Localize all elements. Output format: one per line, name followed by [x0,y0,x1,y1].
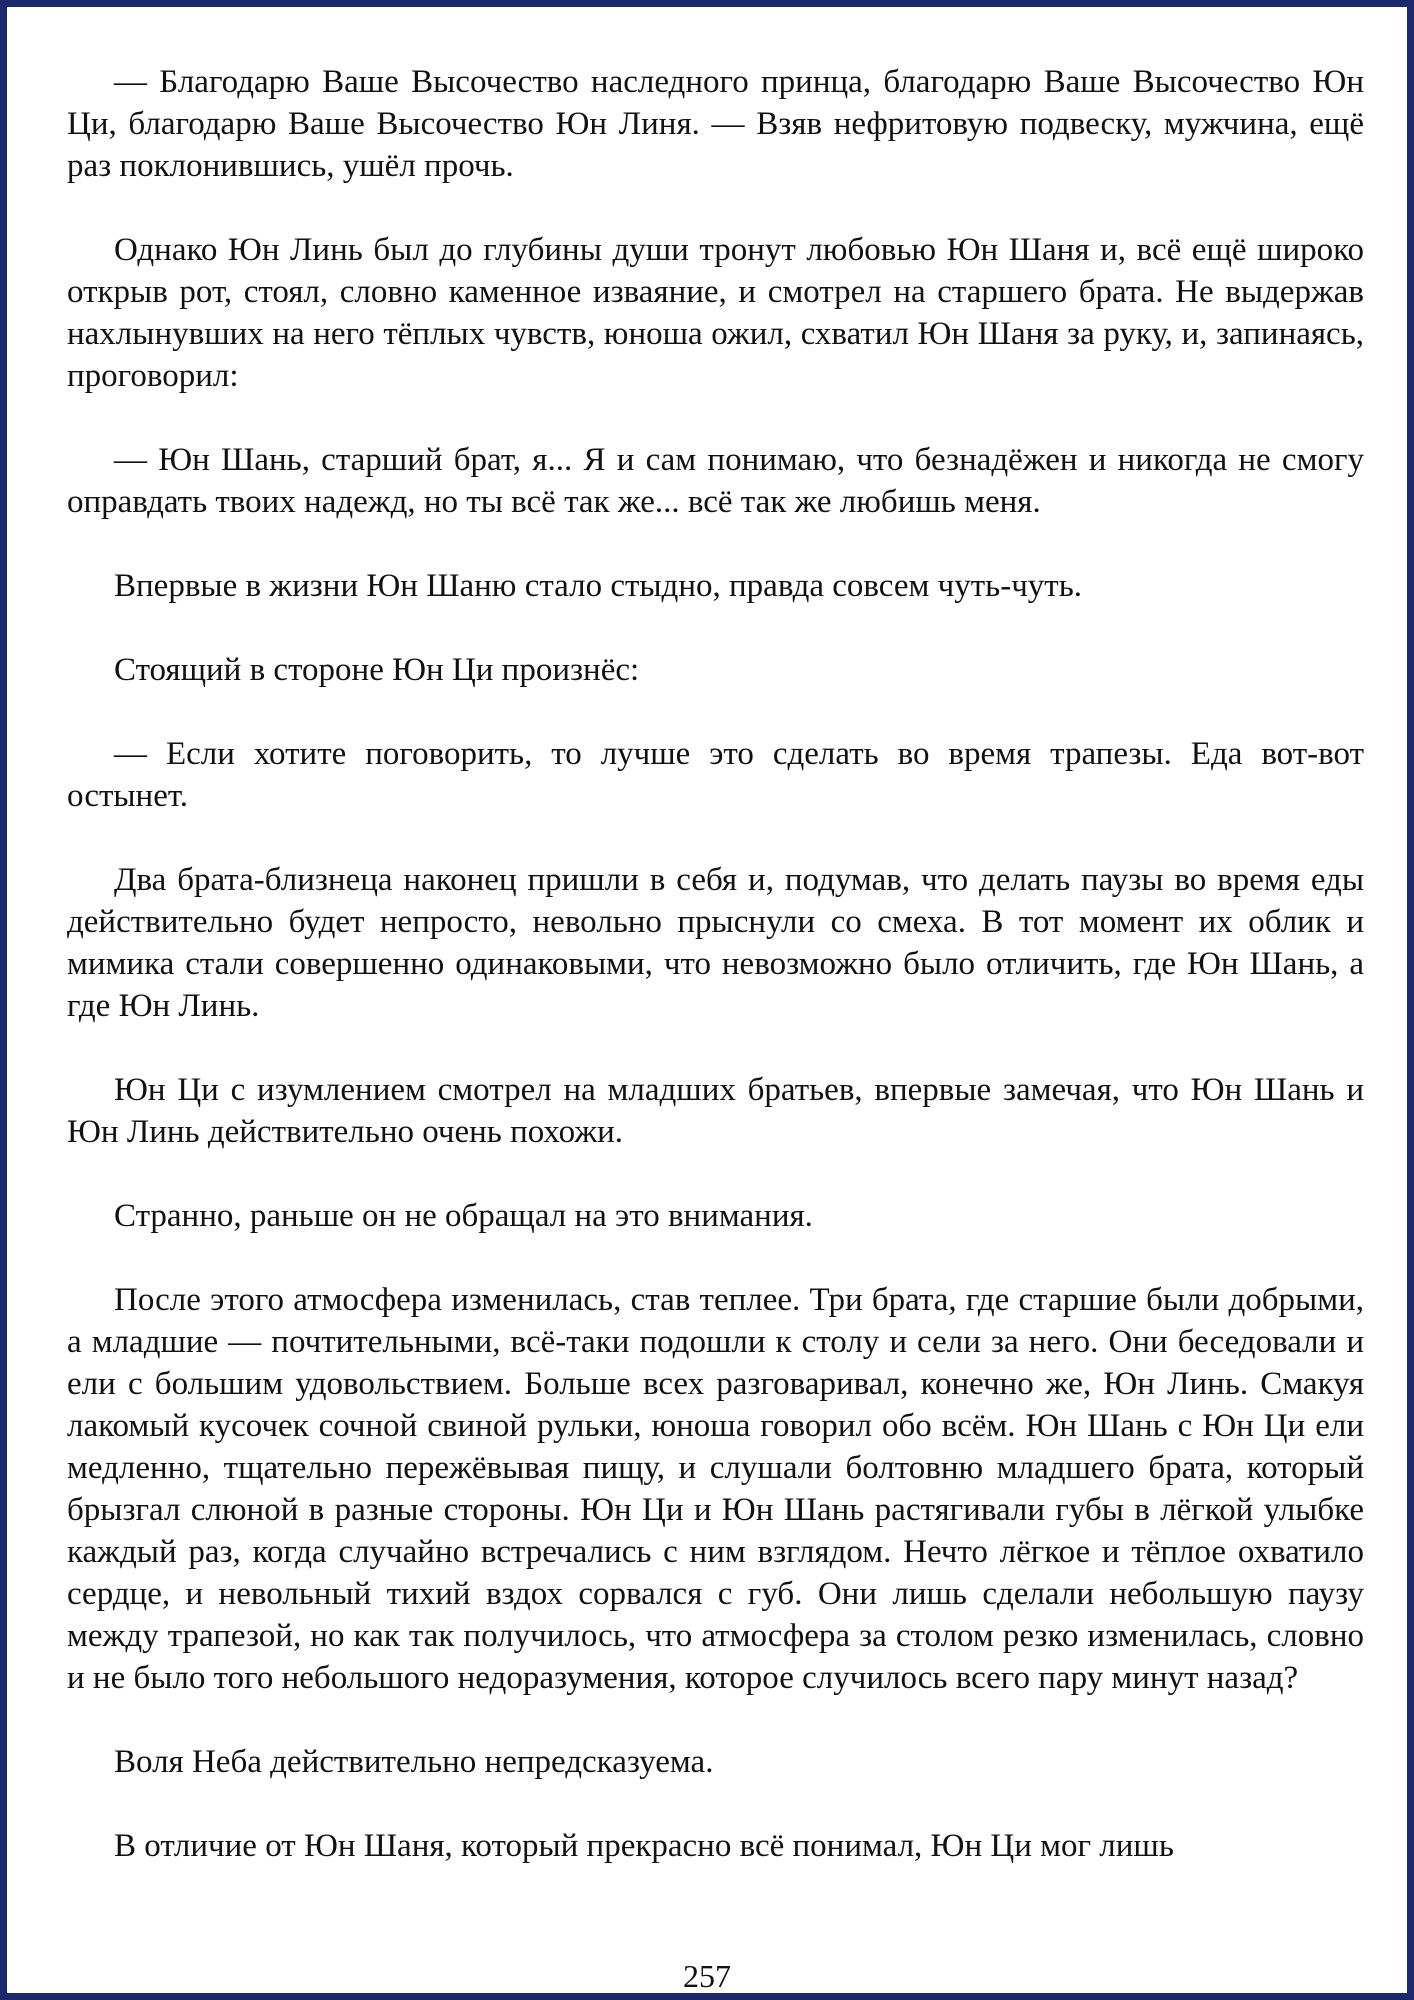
page-body-text [67,61,1364,1867]
page-number: 257 [683,1958,731,1994]
paragraph-9: Странно, раньше он не обращал на это внимания. [114,1198,813,1234]
paragraph-6: — Если хотите поговорить, то лучше это сделать во время трапезы. Еда вот-вот остынет. [67,736,1364,814]
paragraph-7: Два брата-близнеца наконец пришли в себя и, подумав, что делать паузы во время еды действительно будет непросто, невольно прыснули со смеха. В тот момент их облик и мимика стали совершенно одинаковыми, что невозможно было отличить, где Юн Шань, а где Юн Линь. [67,862,1364,1024]
paragraph-4: Впервые в жизни Юн Шаню стало стыдно, правда совсем чуть-чуть. [114,568,1083,604]
paragraph-2: Однако Юн Линь был до глубины души тронут любовью Юн Шаня и, всё ещё широко открыв рот, стоял, словно каменное изваяние, и смотрел на старшего брата. Не выдержав нахлынувших на него тёплых чувств, юноша ожил, схватил Юн Шаня за руку, и, запинаясь, проговорил: [67,232,1364,394]
paragraph-10: После этого атмосфера изменилась, став теплее. Три брата, где старшие были добрыми, а младшие — почтительными, всё-таки подошли к столу и сели за него. Они беседовали и ели с большим удовольствием. Больше всех разговаривал, конечно же, Юн Линь. Смакуя лакомый кусочек сочной свиной рульки, юноша говорил обо всём. Юн Шань с Юн Ци ели медленно, тщательно пережёвывая пищу, и слушали болтовню младшего брата, который брызгал слюной в разные стороны. Юн Ци и Юн Шань растягивали губы в лёгкой улыбке каждый раз, когда случайно встречались с ним взглядом. Нечто лёгкое и тёплое охватило сердце, и невольный тихий вздох сорвался с губ. Они лишь сделали небольшую паузу между трапезой, но как так получилось, что атмосфера за столом резко изменилась, словно и не было того небольшого недоразумения, которое случилось всего пару минут назад? [67,1282,1364,1696]
paragraph-1: — Благодарю Ваше Высочество наследного принца, благодарю Ваше Высочество Юн Ци, благодарю Ваше Высочество Юн Линя. — Взяв нефритовую подвеску, мужчина, ещё раз поклонившись, ушёл прочь. [67,64,1364,184]
paragraph-8: Юн Ци с изумлением смотрел на младших братьев, впервые замечая, что Юн Шань и Юн Линь действительно очень похожи. [67,1072,1364,1150]
paragraph-5: Стоящий в стороне Юн Ци произнёс: [114,652,640,688]
paragraph-12: В отличие от Юн Шаня, который прекрасно всё понимал, Юн Ци мог лишь [114,1828,1174,1864]
paragraph-3: — Юн Шань, старший брат, я... Я и сам понимаю, что безнадёжен и никогда не смогу оправдать твоих надежд, но ты всё так же... всё так же любишь меня. [67,442,1364,520]
paragraph-11: Воля Неба действительно непредсказуема. [114,1744,714,1780]
